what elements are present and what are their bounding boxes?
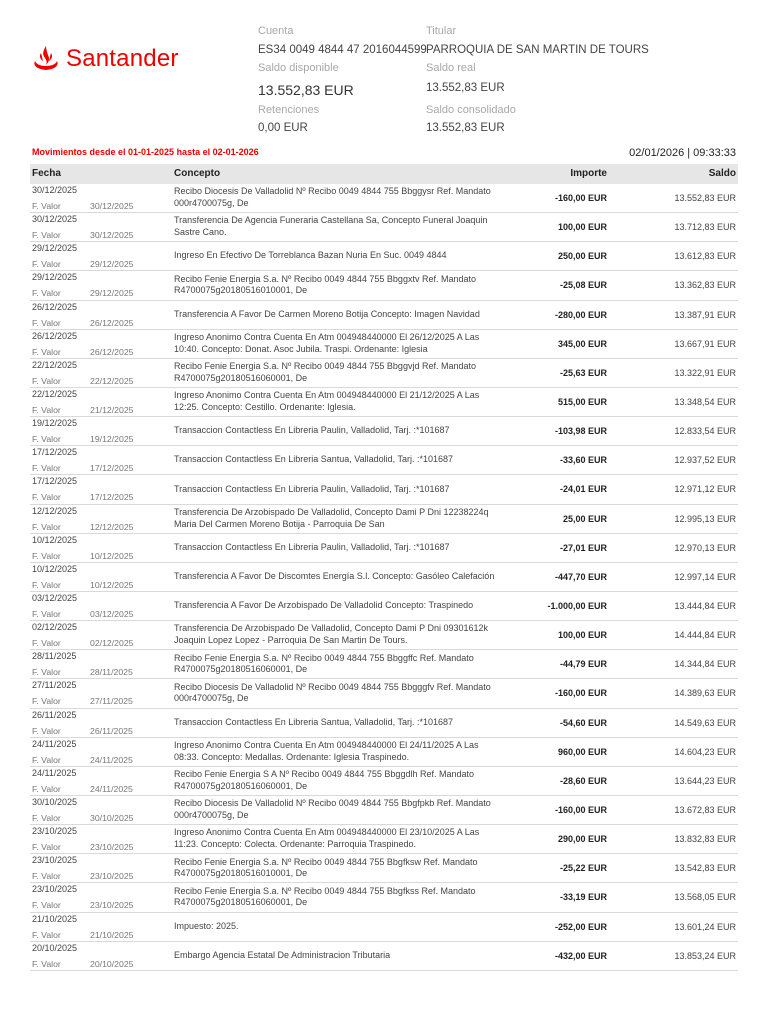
row-saldo: 13.322,91 EUR [674,367,736,378]
table-row [30,621,738,650]
table-row [30,534,738,563]
retenciones-value: 0,00 EUR [258,122,308,134]
table-row [30,709,738,738]
retenciones-label: Retenciones [258,104,320,116]
row-saldo: 12.995,13 EUR [674,513,736,524]
row-fecha: 26/12/2025 [32,330,78,341]
row-concepto: Transferencia De Agencia Funeraria Castellana Sa, Concepto Funeral Joaquin Sastre Cano. [174,215,488,238]
row-concepto: Recibo Fenie Energia S A Nº Recibo 0049 4844 755 Bbggdlh Ref. Mandato R4700075g20180516060001, De [174,769,474,791]
row-saldo: 13.552,83 EUR [674,193,736,203]
row-importe: -25,08 EUR [559,280,607,291]
row-concepto: Ingreso Anonimo Contra Cuenta En Atm 004948440000 El 23/10/2025 A Las 11:23. Concepto: Colecta. Ordenante: Parroquia Traspinedo. [174,827,480,850]
row-concepto: Transferencia A Favor De Carmen Moreno Botija Concepto: Imagen Navidad [174,308,480,319]
row-saldo: 13.853,24 EUR [674,950,736,961]
row-saldo: 13.612,83 EUR [674,251,736,262]
row-fvalor-date: 27/11/2025 [90,696,133,707]
row-importe: -1.000,00 EUR [547,600,607,611]
row-saldo: 13.348,54 EUR [674,396,736,407]
saldo-real-value: 13.552,83 EUR [426,82,505,94]
period-text: Movimientos desde el 01-01-2025 hasta el 02-01-2026 [32,147,259,157]
saldo-disponible-label: Saldo disponible [258,62,339,74]
row-fvalor-label: F. Valor [32,434,61,445]
row-fecha: 17/12/2025 [32,447,78,458]
row-fvalor-label: F. Valor [32,375,61,386]
table-row [30,271,738,300]
row-fvalor-date: 26/11/2025 [90,725,133,736]
row-saldo: 13.362,83 EUR [674,280,736,291]
row-fvalor-label: F. Valor [32,929,61,940]
row-concepto: Recibo Fenie Energia S.a. Nº Recibo 0049 4844 755 Bbggxtv Ref. Mandato R4700075g20180516010001, De [174,273,476,296]
table-header [30,164,738,184]
row-importe: -252,00 EUR [554,921,607,932]
row-fvalor-date: 29/12/2025 [90,288,134,299]
row-concepto: Recibo Diocesis De Valladolid Nº Recibo 0049 4844 755 Bbgggfv Ref. Mandato 000r4700075g, De [174,681,491,704]
saldo-real-label: Saldo real [426,62,476,74]
row-fecha: 19/12/2025 [32,418,78,429]
row-concepto: Transferencia A Favor De Arzobispado De Valladolid Concepto: Traspinedo [174,600,474,611]
row-fecha: 30/10/2025 [32,796,78,807]
row-saldo: 14.549,63 EUR [674,717,736,728]
row-concepto: Embargo Agencia Estatal De Administracion Tributaria [174,949,391,960]
table-row [30,213,738,242]
row-importe: -160,00 EUR [554,193,607,203]
row-fvalor-label: F. Valor [32,579,61,590]
table-row [30,767,738,796]
row-fecha: 10/12/2025 [32,563,78,574]
row-concepto: Ingreso Anonimo Contra Cuenta En Atm 004948440000 El 24/11/2025 A Las 08:33. Concepto: Medallas. Ordenante: Iglesia Traspinedo. [174,739,479,762]
row-fecha: 26/12/2025 [32,301,78,312]
row-fvalor-date: 26/12/2025 [90,317,134,328]
row-fecha: 23/10/2025 [32,884,78,895]
santander-logo [32,44,179,74]
row-saldo: 14.344,84 EUR [674,659,736,670]
row-fvalor-date: 30/10/2025 [90,812,134,823]
row-fvalor-date: 23/10/2025 [90,871,134,882]
row-concepto: Transferencia De Arzobispado De Valladolid, Concepto Dami P Dni 09301612k Joaquin Lopez Lopez - Parroquia De San Martin De Tours. [174,623,489,646]
row-fvalor-label: F. Valor [32,783,61,794]
row-fvalor-label: F. Valor [32,958,61,969]
row-fecha: 20/10/2025 [32,942,78,953]
row-fvalor-label: F. Valor [32,259,61,270]
table-row [30,359,738,388]
row-fvalor-date: 21/10/2025 [90,929,134,940]
row-saldo: 13.644,23 EUR [674,775,736,786]
row-concepto: Ingreso Anonimo Contra Cuenta En Atm 004948440000 El 26/12/2025 A Las 10:40. Concepto: Donat. Asoc Jubila. Traspi. Ordenante: Iglesia [174,332,480,354]
row-saldo: 14.444,84 EUR [674,630,736,641]
row-fvalor-label: F. Valor [32,842,61,853]
table-row [30,679,738,708]
row-concepto: Transferencia A Favor De Discomtes Energía S.l. Concepto: Gasóleo Calefación [174,570,495,581]
row-saldo: 13.387,91 EUR [674,309,736,320]
row-fvalor-label: F. Valor [32,550,61,561]
row-fvalor-label: F. Valor [32,900,61,911]
row-importe: 250,00 EUR [557,251,607,262]
row-fvalor-date: 23/10/2025 [90,842,134,853]
table-row [30,825,738,854]
row-concepto: Transaccion Contactless En Libreria Santua, Valladolid, Tarj. :*101687 [174,716,453,727]
row-fecha: 29/12/2025 [32,272,78,283]
row-importe: -447,70 EUR [554,571,607,582]
santander-flame-icon [32,44,60,74]
row-concepto: Ingreso Anonimo Contra Cuenta En Atm 004948440000 El 21/12/2025 A Las 12:25. Concepto: Cestillo. Ordenante: Iglesia. [174,390,480,412]
row-fecha: 21/10/2025 [32,913,78,924]
row-fvalor-date: 10/12/2025 [90,579,134,590]
cuenta-value: ES34 0049 4844 47 2016044599 [258,44,427,56]
row-fecha: 26/11/2025 [32,709,77,720]
row-fvalor-label: F. Valor [32,317,61,328]
row-importe: -103,98 EUR [554,426,607,437]
titular-label: Titular [426,25,457,37]
row-fecha: 29/12/2025 [32,243,78,254]
row-fecha: 30/12/2025 [32,214,78,225]
row-fvalor-date: 23/10/2025 [90,900,134,911]
row-fvalor-label: F. Valor [32,201,61,211]
row-saldo: 13.568,05 EUR [674,892,736,903]
table-row [30,942,738,971]
row-fvalor-label: F. Valor [32,696,61,707]
row-saldo: 13.672,83 EUR [674,804,736,815]
header-concepto: Concepto [174,168,221,179]
saldo-consolidado-label: Saldo consolidado [426,104,516,116]
row-saldo: 13.444,84 EUR [674,600,736,611]
row-fvalor-date: 26/12/2025 [90,346,134,357]
row-importe: 100,00 EUR [557,630,607,641]
brand-name: Santander [66,45,179,72]
row-importe: -432,00 EUR [554,950,607,961]
table-row [30,505,738,534]
row-importe: -54,60 EUR [559,717,607,728]
row-importe: -25,22 EUR [559,863,607,874]
row-importe: 25,00 EUR [562,513,607,524]
row-fvalor-date: 17/12/2025 [90,492,134,503]
row-fvalor-date: 19/12/2025 [90,434,134,445]
row-concepto: Transaccion Contactless En Libreria Santua, Valladolid, Tarj. :*101687 [174,454,453,465]
row-importe: -33,19 EUR [559,892,607,903]
row-concepto: Impuesto: 2025. [174,920,239,931]
row-saldo: 13.832,83 EUR [674,834,736,845]
row-concepto: Transaccion Contactless En Libreria Paulin, Valladolid, Tarj. :*101687 [174,425,450,436]
row-importe: 290,00 EUR [557,834,607,845]
titular-value: PARROQUIA DE SAN MARTIN DE TOURS [426,44,649,56]
row-concepto: Recibo Fenie Energia S.a. Nº Recibo 0049 4844 755 Bbggffc Ref. Mandato R4700075g20180516060001, De [174,652,474,675]
row-importe: -160,00 EUR [554,688,607,699]
row-saldo: 13.601,24 EUR [674,921,736,932]
row-fecha: 12/12/2025 [32,505,78,516]
row-fecha: 30/12/2025 [32,185,78,195]
table-row [30,330,738,359]
row-importe: -28,60 EUR [559,775,607,786]
table-row [30,883,738,912]
row-saldo: 12.937,52 EUR [674,455,736,466]
row-fvalor-date: 20/10/2025 [90,958,134,969]
row-fvalor-label: F. Valor [32,492,61,503]
row-fecha: 17/12/2025 [32,476,78,487]
row-fvalor-label: F. Valor [32,638,61,649]
row-importe: -280,00 EUR [554,309,607,320]
row-fecha: 27/11/2025 [32,680,77,691]
saldo-consolidado-value: 13.552,83 EUR [426,122,505,134]
timestamp: 02/01/2026 | 09:33:33 [629,147,736,159]
row-importe: 345,00 EUR [557,338,607,349]
table-row [30,184,738,213]
row-fecha: 23/10/2025 [32,855,78,866]
header-fecha: Fecha [32,168,61,179]
row-fvalor-date: 03/12/2025 [90,608,134,619]
row-fecha: 24/11/2025 [32,767,77,778]
row-fvalor-date: 22/12/2025 [90,375,134,386]
table-row [30,592,738,621]
table-row [30,301,738,330]
table-row [30,417,738,446]
table-row [30,854,738,883]
table-row [30,563,738,592]
row-fvalor-label: F. Valor [32,230,61,241]
table-row [30,388,738,417]
row-fvalor-label: F. Valor [32,608,61,619]
row-fvalor-date: 28/11/2025 [90,667,133,678]
table-row [30,475,738,504]
table-row [30,913,738,942]
row-fvalor-label: F. Valor [32,521,61,532]
row-importe: -160,00 EUR [554,804,607,815]
row-saldo: 12.997,14 EUR [674,571,736,582]
row-fvalor-date: 02/12/2025 [90,638,134,649]
row-fvalor-label: F. Valor [32,871,61,882]
row-concepto: Recibo Fenie Energia S.a. Nº Recibo 0049 4844 755 Bbggvjd Ref. Mandato R4700075g20180516060001, De [174,361,476,383]
row-importe: -27,01 EUR [559,542,607,553]
row-importe: -24,01 EUR [559,484,607,495]
row-saldo: 12.833,54 EUR [674,426,736,437]
row-fvalor-label: F. Valor [32,404,61,415]
row-concepto: Recibo Diocesis De Valladolid Nº Recibo 0049 4844 755 Bbgfpkb Ref. Mandato 000r4700075g, De [174,798,491,820]
row-saldo: 12.971,12 EUR [674,484,736,495]
row-concepto: Transaccion Contactless En Libreria Paulin, Valladolid, Tarj. :*101687 [174,541,450,552]
row-fvalor-date: 21/12/2025 [90,404,134,415]
row-importe: 515,00 EUR [557,396,607,407]
row-fvalor-label: F. Valor [32,812,61,823]
table-row [30,796,738,825]
row-concepto: Ingreso En Efectivo De Torreblanca Bazan Nuria En Suc. 0049 4844 [174,250,447,261]
row-fvalor-date: 24/11/2025 [90,754,133,765]
row-fvalor-label: F. Valor [32,667,61,678]
row-saldo: 13.712,83 EUR [674,222,736,233]
row-concepto: Recibo Diocesis De Valladolid Nº Recibo 0049 4844 755 Bbggysr Ref. Mandato 000r4700075g, De [174,186,491,208]
row-fvalor-date: 30/12/2025 [90,201,134,211]
row-saldo: 14.389,63 EUR [674,688,736,699]
table-row [30,738,738,767]
row-saldo: 14.604,23 EUR [674,746,736,757]
table-row [30,650,738,679]
row-fvalor-label: F. Valor [32,725,61,736]
row-importe: -33,60 EUR [559,455,607,466]
row-fecha: 22/12/2025 [32,359,78,370]
row-fecha: 22/12/2025 [32,388,78,399]
row-concepto: Recibo Fenie Energia S.a. Nº Recibo 0049 4844 755 Bbgfksw Ref. Mandato R4700075g20180516010001, De [174,856,478,879]
row-importe: 100,00 EUR [557,222,607,233]
row-fvalor-label: F. Valor [32,288,61,299]
movements-table [30,184,738,971]
saldo-disponible-value: 13.552,83 EUR [258,82,354,98]
row-fvalor-label: F. Valor [32,346,61,357]
row-saldo: 13.667,91 EUR [674,338,736,349]
row-fecha: 10/12/2025 [32,534,78,545]
row-concepto: Transferencia De Arzobispado De Valladolid, Concepto Dami P Dni 12238224q Maria Del Carmen Moreno Botija - Parroquia De San [174,506,489,529]
row-fecha: 24/11/2025 [32,738,77,749]
row-fecha: 28/11/2025 [32,651,77,662]
row-fvalor-date: 17/12/2025 [90,463,134,474]
row-fvalor-label: F. Valor [32,754,61,765]
row-fvalor-date: 29/12/2025 [90,259,134,270]
row-concepto: Recibo Fenie Energia S.a. Nº Recibo 0049 4844 755 Bbgfkss Ref. Mandato R4700075g20180516060001, De [174,885,476,908]
row-fvalor-date: 12/12/2025 [90,521,134,532]
row-importe: -44,79 EUR [559,659,607,670]
row-saldo: 13.542,83 EUR [674,863,736,874]
row-importe: -25,63 EUR [559,367,607,378]
row-concepto: Transaccion Contactless En Libreria Paulin, Valladolid, Tarj. :*101687 [174,483,450,494]
row-saldo: 12.970,13 EUR [674,542,736,553]
table-row [30,446,738,475]
cuenta-label: Cuenta [258,25,294,37]
row-fecha: 23/10/2025 [32,826,78,837]
table-row [30,242,738,271]
row-fecha: 02/12/2025 [32,622,78,633]
row-fvalor-date: 10/12/2025 [90,550,134,561]
header-importe: Importe [570,168,607,179]
row-fvalor-date: 24/11/2025 [90,783,133,794]
header-saldo: Saldo [708,168,736,179]
account-summary [258,25,738,140]
row-fecha: 03/12/2025 [32,592,78,603]
row-importe: 960,00 EUR [557,746,607,757]
row-fvalor-label: F. Valor [32,463,61,474]
row-fvalor-date: 30/12/2025 [90,230,134,241]
